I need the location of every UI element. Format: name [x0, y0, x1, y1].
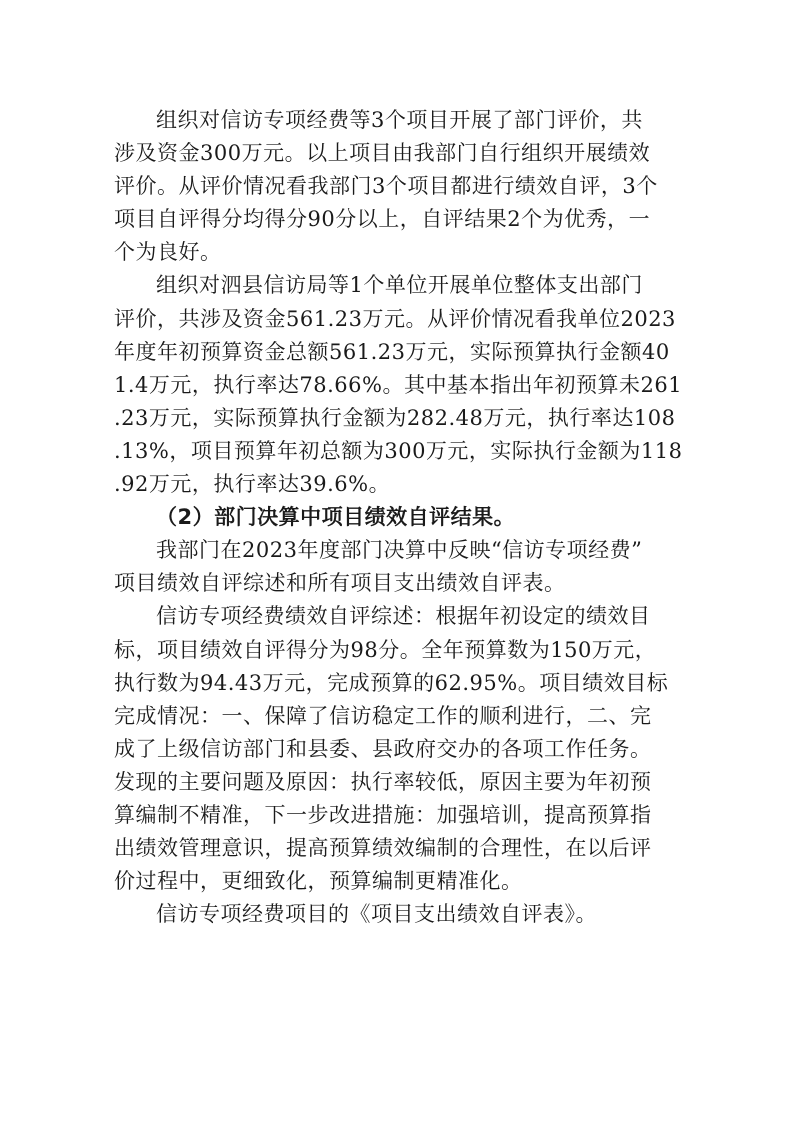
text-line: 组织对泗县信访局等1个单位开展单位整体支出部门 [156, 273, 643, 298]
text-line: 1.4万元，执行率达78.66%。其中基本指出年初预算未261 [114, 372, 683, 397]
text-line: .13%，项目预算年初总额为300万元，实际执行金额为118 [114, 438, 683, 463]
section-heading: （2）部门决算中项目绩效自评结果。 [156, 505, 516, 530]
text-line: 评价。从评价情况看我部门3个项目都进行绩效自评，3个 [114, 174, 658, 199]
text-line: 个为良好。 [114, 240, 222, 265]
text-line: 价过程中，更细致化，预算编制更精准化。 [114, 869, 523, 894]
text-line: 我部门在2023年度部门决算中反映“信访专项经费” [156, 538, 643, 563]
paragraph-self-evaluation-table-ref [114, 898, 690, 931]
text-line: 项目绩效自评综述和所有项目支出绩效自评表。 [114, 571, 566, 596]
paragraph-self-evaluation-summary [114, 600, 690, 898]
text-line: 出绩效管理意识，提高预算绩效编制的合理性，在以后评 [114, 836, 652, 861]
text-line: .92万元，执行率达39.6%。 [114, 472, 391, 497]
text-line: 发现的主要问题及原因：执行率较低，原因主要为年初预 [114, 769, 652, 794]
text-line: 成了上级信访部门和县委、县政府交办的各项工作任务。 [114, 736, 652, 761]
text-line: 信访专项经费绩效自评综述：根据年初设定的绩效目 [156, 604, 651, 629]
paragraph-project-evaluation [114, 104, 690, 269]
text-line: 评价，共涉及资金561.23万元。从评价情况看我单位2023 [114, 306, 676, 331]
document-page [114, 104, 690, 931]
text-line: 信访专项经费项目的《项目支出绩效自评表》。 [156, 902, 597, 927]
text-line: 组织对信访专项经费等3个项目开展了部门评价，共 [156, 108, 643, 132]
paragraph-unit-evaluation [114, 269, 690, 501]
text-line: 算编制不精准，下一步改进措施：加强培训，提高预算指 [114, 802, 652, 827]
paragraph-final-accounts [114, 534, 690, 600]
text-line: 年度年初预算资金总额561.23万元，实际预算执行金额40 [114, 339, 670, 364]
text-line: 标，项目绩效自评得分为98分。全年预算数为150万元， [114, 637, 657, 662]
text-line: 执行数为94.43万元，完成预算的62.95%。项目绩效目标 [114, 670, 669, 695]
text-line: .23万元，实际预算执行金额为282.48万元，执行率达108 [114, 405, 676, 430]
text-line: 涉及资金300万元。以上项目由我部门自行组织开展绩效 [114, 141, 651, 166]
text-line: 项目自评得分均得分90分以上，自评结果2个为优秀，一 [114, 207, 651, 232]
text-line: 完成情况：一、保障了信访稳定工作的顺利进行，二、完 [114, 703, 652, 728]
